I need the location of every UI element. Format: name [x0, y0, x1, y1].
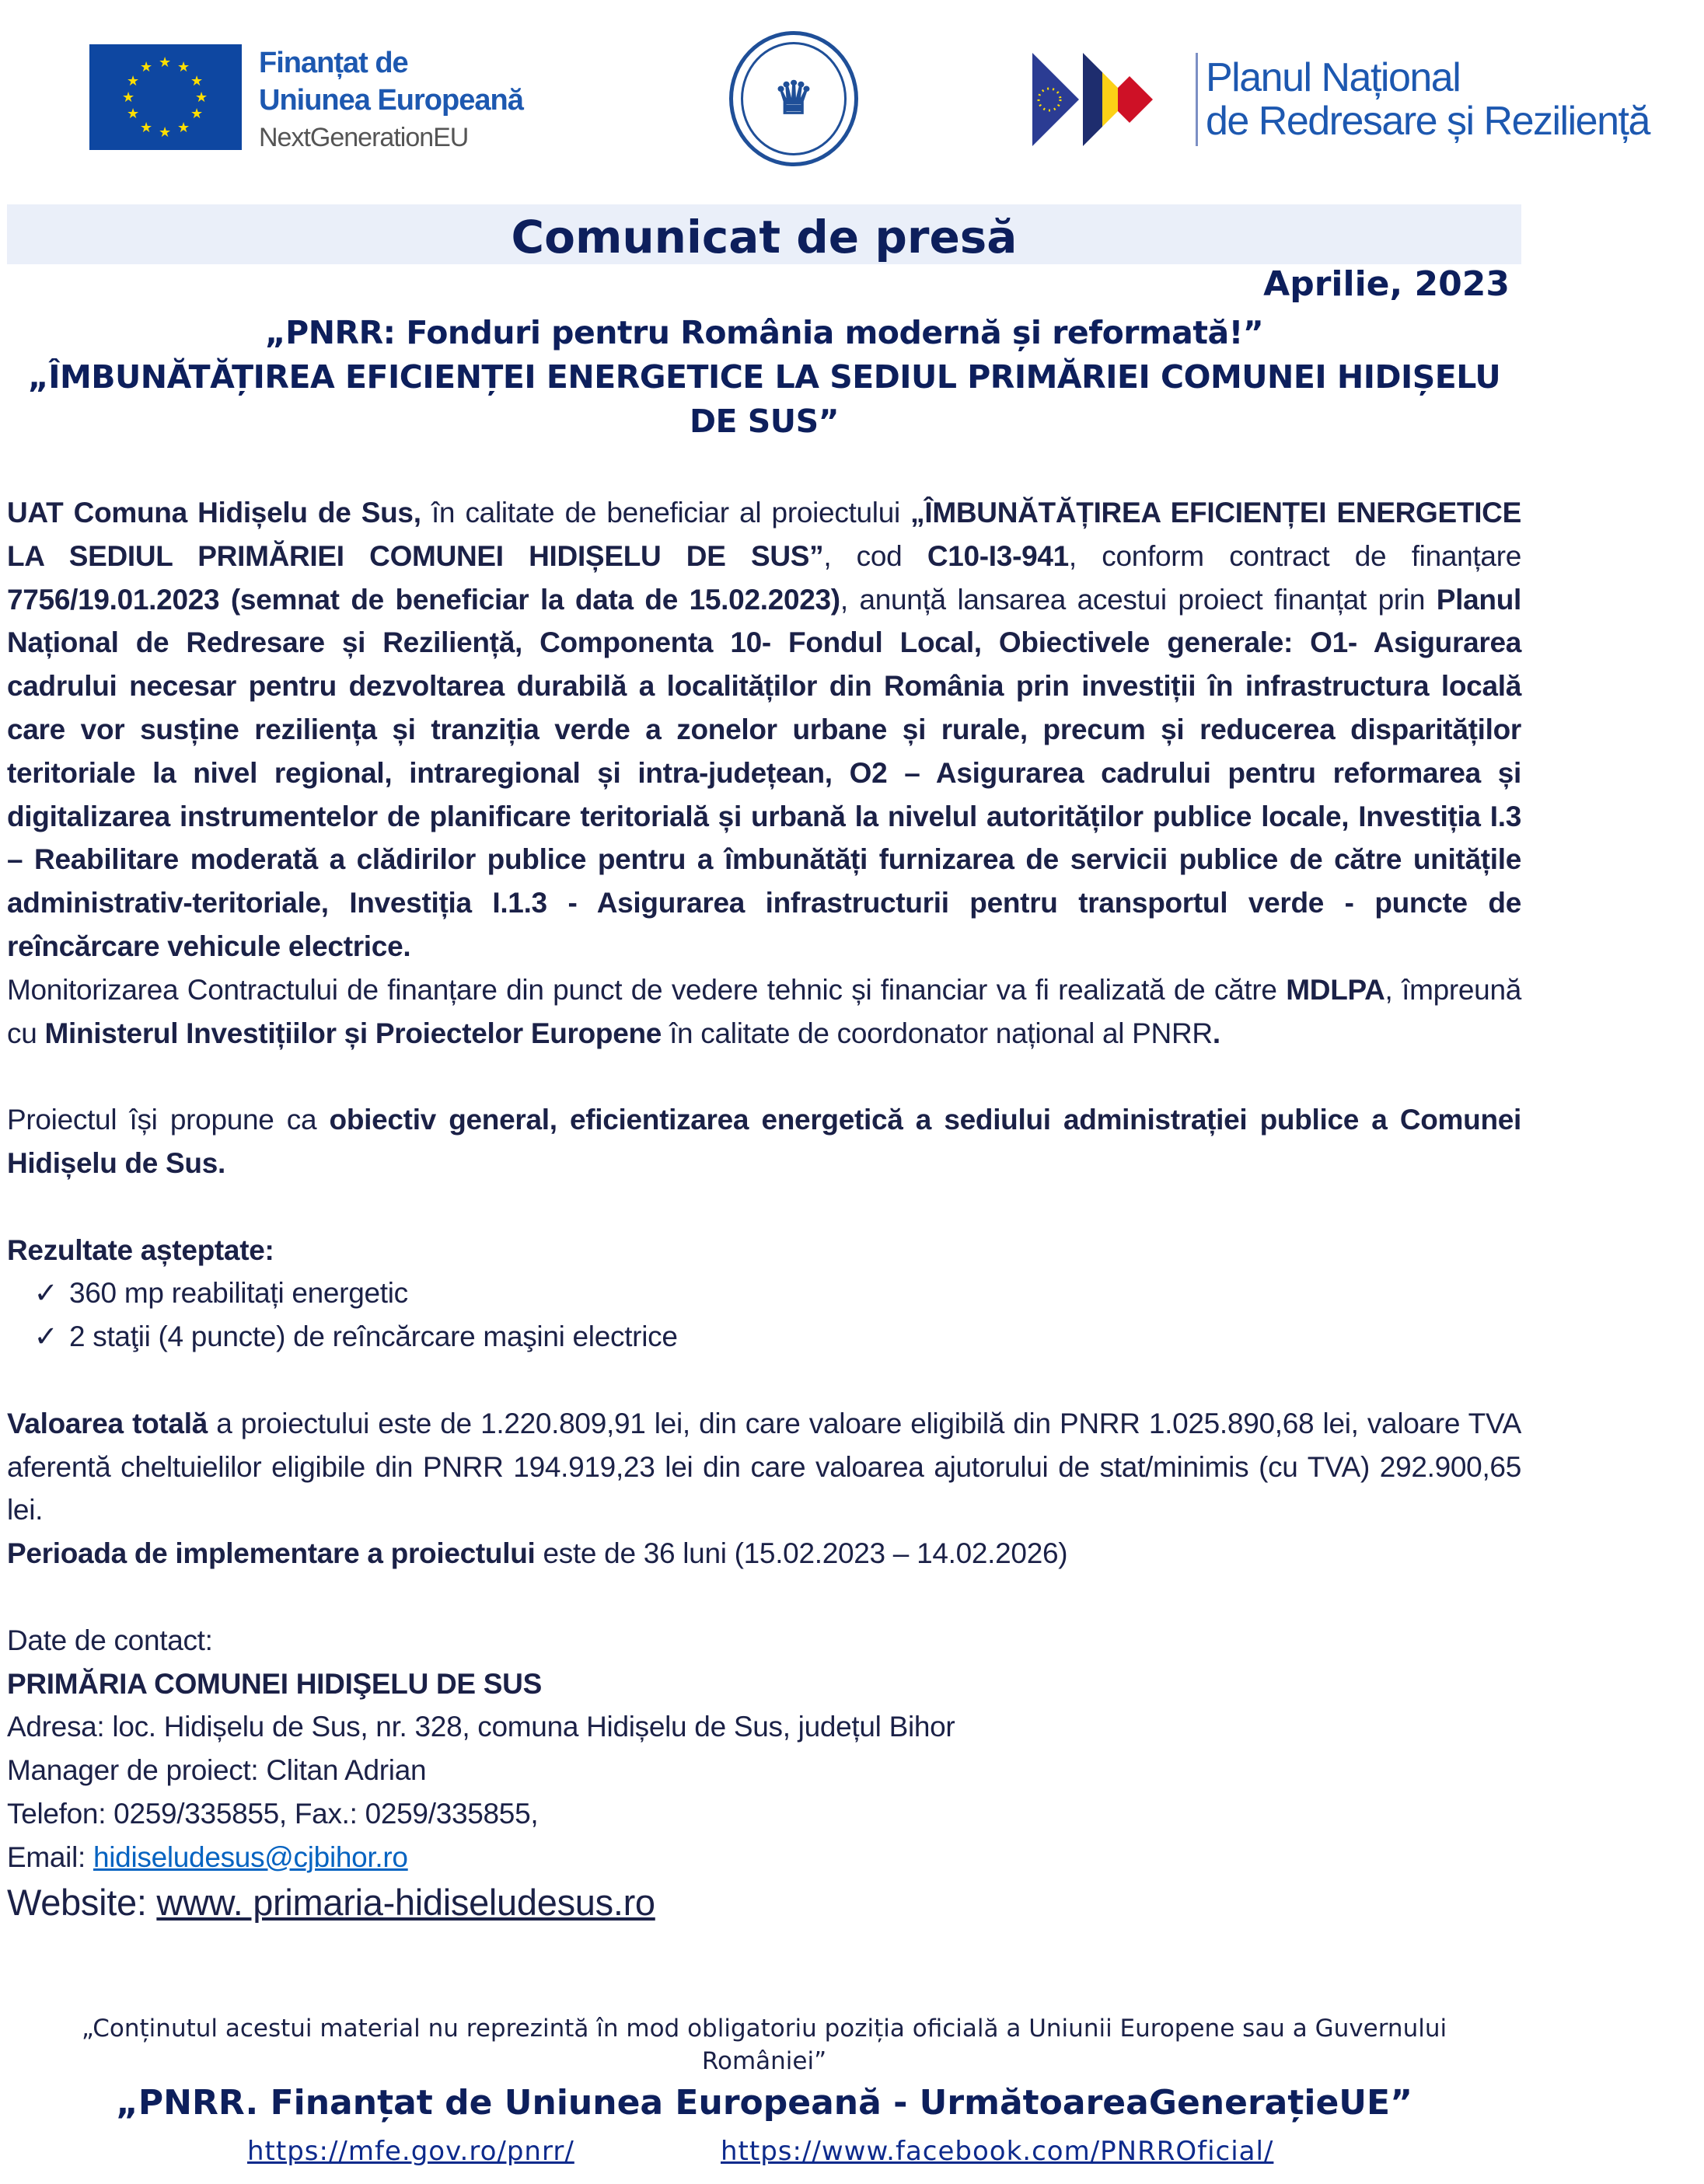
eu-logo-line2: Uniunea Europeană	[259, 84, 523, 117]
paragraph-monitoring	[7, 968, 1521, 1055]
disclaimer-line2: României”	[701, 2047, 827, 2075]
pnrr-logo-line1: Planul Național	[1206, 55, 1461, 100]
results-list	[7, 1272, 1521, 1359]
bold-text-segment: „ÎMBUNĂTĂȚIREA EFICIENȚEI ENERGETICE LA SEDIUL PRIMĂRIEI COMUNEI HIDIȘELU DE SUS”	[7, 497, 1521, 572]
checkmark-icon: ✓	[33, 1321, 58, 1353]
value-text: a proiectului este de 1.220.809,91 lei, din care valoare eligibilă din PNRR 1.025.890,68 lei, valoare TVA aferentă cheltuielilor eligibile din PNRR 194.919,23 lei din care valoarea ajutorului de stat/minimis (cu TVA) 292.900,65 lei.	[7, 1407, 1521, 1526]
period-text: este de 36 luni (15.02.2023 – 14.02.2026)	[535, 1537, 1068, 1570]
press-release-body	[7, 491, 1521, 1926]
disclaimer-line1: „Conținutul acestui material nu reprezintă în mod obligatoriu poziția oficială a Uniunii Europene sau a Guvernului	[81, 2015, 1447, 2043]
release-date: Aprilie, 2023	[1263, 264, 1510, 304]
eagle-crest-icon: ♛	[773, 73, 814, 124]
contact-organization: PRIMĂRIA COMUNEI HIDIŞELU DE SUS	[7, 1667, 542, 1700]
paragraph-period	[7, 1532, 1521, 1575]
paragraph-intro	[7, 491, 1521, 968]
contact-manager: Manager de proiect: Clitan Adrian	[7, 1754, 427, 1787]
pnrr-arrows-icon	[1032, 53, 1188, 146]
facebook-pnrr-link[interactable]: https://www.facebook.com/PNRROficial/	[721, 2136, 1274, 2167]
paragraph-objective	[7, 1098, 1521, 1185]
text-segment: , împreună cu	[7, 973, 1521, 1049]
headline	[7, 311, 1521, 444]
text-segment: , cod	[823, 539, 927, 572]
pnrr-logo	[1032, 53, 1650, 146]
title-band	[7, 204, 1521, 264]
results-heading: Rezultate așteptate:	[7, 1233, 274, 1266]
headline-project-title: „ÎMBUNĂTĂȚIREA EFICIENȚEI ENERGETICE LA SEDIUL PRIMĂRIEI COMUNEI HIDIȘELU DE SUS”	[27, 358, 1501, 440]
eu-logo-line3: NextGenerationEU	[259, 123, 469, 152]
mfe-pnrr-link[interactable]: https://mfe.gov.ro/pnrr/	[247, 2136, 574, 2167]
text-segment: Proiectul își propune ca	[7, 1104, 330, 1136]
page-title: Comunicat de presă	[511, 211, 1018, 263]
website-link[interactable]: www. primaria-hidiseludesus.ro	[156, 1881, 655, 1923]
eu-flag-icon: ★ ★ ★ ★ ★ ★ ★ ★ ★ ★ ★ ★	[89, 44, 242, 150]
contact-phone: Telefon: 0259/335855, Fax.: 0259/335855,	[7, 1797, 539, 1830]
eu-funding-logo	[89, 44, 523, 156]
bold-text-segment: obiectiv general, eficientizarea energetică a sediului administrației publice a Comunei Hidișelu de Sus.	[7, 1104, 1522, 1179]
checkmark-icon: ✓	[33, 1277, 58, 1310]
bold-text-segment: MDLPA	[1286, 973, 1385, 1006]
eu-logo-line1: Finanțat de	[259, 47, 408, 79]
text-segment: , conform contract de finanțare	[1068, 539, 1521, 572]
email-label: Email:	[7, 1840, 93, 1873]
value-label: Valoarea totală	[7, 1407, 208, 1439]
contact-heading: Date de contact:	[7, 1624, 213, 1656]
result-text: 2 staţii (4 puncte) de reîncărcare maşini electrice	[69, 1321, 678, 1353]
period-label: Perioada de implementare a proiectului	[7, 1537, 536, 1570]
email-link[interactable]: hidiseludesus@cjbihor.ro	[93, 1840, 408, 1873]
list-item	[7, 1272, 1521, 1315]
website-label: Website:	[7, 1881, 157, 1923]
contact-address: Adresa: loc. Hidișelu de Sus, nr. 328, comuna Hidișelu de Sus, județul Bihor	[7, 1711, 955, 1743]
bold-text-segment: 7756/19.01.2023 (semnat de beneficiar la data de 15.02.2023)	[7, 583, 840, 616]
text-segment: în calitate de coordonator național al PNRR	[662, 1017, 1213, 1049]
list-item	[7, 1315, 1521, 1359]
disclaimer	[7, 2012, 1521, 2078]
government-seal-logo	[729, 31, 858, 166]
bold-text-segment: Planul Național de Redresare și Reziliență, Componenta 10- Fondul Local, Obiectivele generale: O1- Asigurarea cadrului necesar pentru dezvoltarea durabilă a localităților din România prin investiții în infrastructura locală care vor susține reziliența și tranziția verde a zonelor urbane și rurale, precum și reducerea disparităților teritoriale la nivel regional, intraregional și intra-județean, O2 – Asigurarea cadrului pentru reformarea și digitalizarea instrumentelor de planificare teritorială și urbană la nivelul autorităților publice locale, Investiția I.3 – Reabilitare moderată a clădirilor publice pentru a îmbunătăți furnizarea de servicii publice de către unitățile administrativ-teritoriale, Investiția I.1.3 - Asigurarea infrastructurii pentru transportul verde - puncte de reîncărcare vehicule electrice.	[7, 583, 1521, 962]
paragraph-value	[7, 1402, 1521, 1532]
text-segment: în calitate de beneficiar al proiectului	[421, 497, 911, 529]
pnrr-logo-line2: de Redresare și Reziliență	[1206, 99, 1650, 144]
text-segment: , anunță lansarea acestui proiect finanțat prin	[840, 583, 1437, 616]
headline-slogan: „PNRR: Fonduri pentru România modernă și reformată!”	[264, 314, 1264, 351]
text-segment: Monitorizarea Contractului de finanțare din punct de vedere tehnic și financiar va fi realizată de către	[7, 973, 1287, 1006]
bold-text-segment: .	[1212, 1017, 1220, 1049]
bold-text-segment: UAT Comuna Hidișelu de Sus,	[7, 497, 421, 529]
footer-slogan: „PNRR. Finanțat de Uniunea Europeană - UrmătoareaGenerațieUE”	[115, 2083, 1413, 2123]
bold-text-segment: Ministerul Investițiilor și Proiectelor Europene	[44, 1017, 662, 1049]
bold-text-segment: C10-I3-941	[927, 539, 1069, 572]
result-text: 360 mp reabilitați energetic	[69, 1277, 408, 1310]
